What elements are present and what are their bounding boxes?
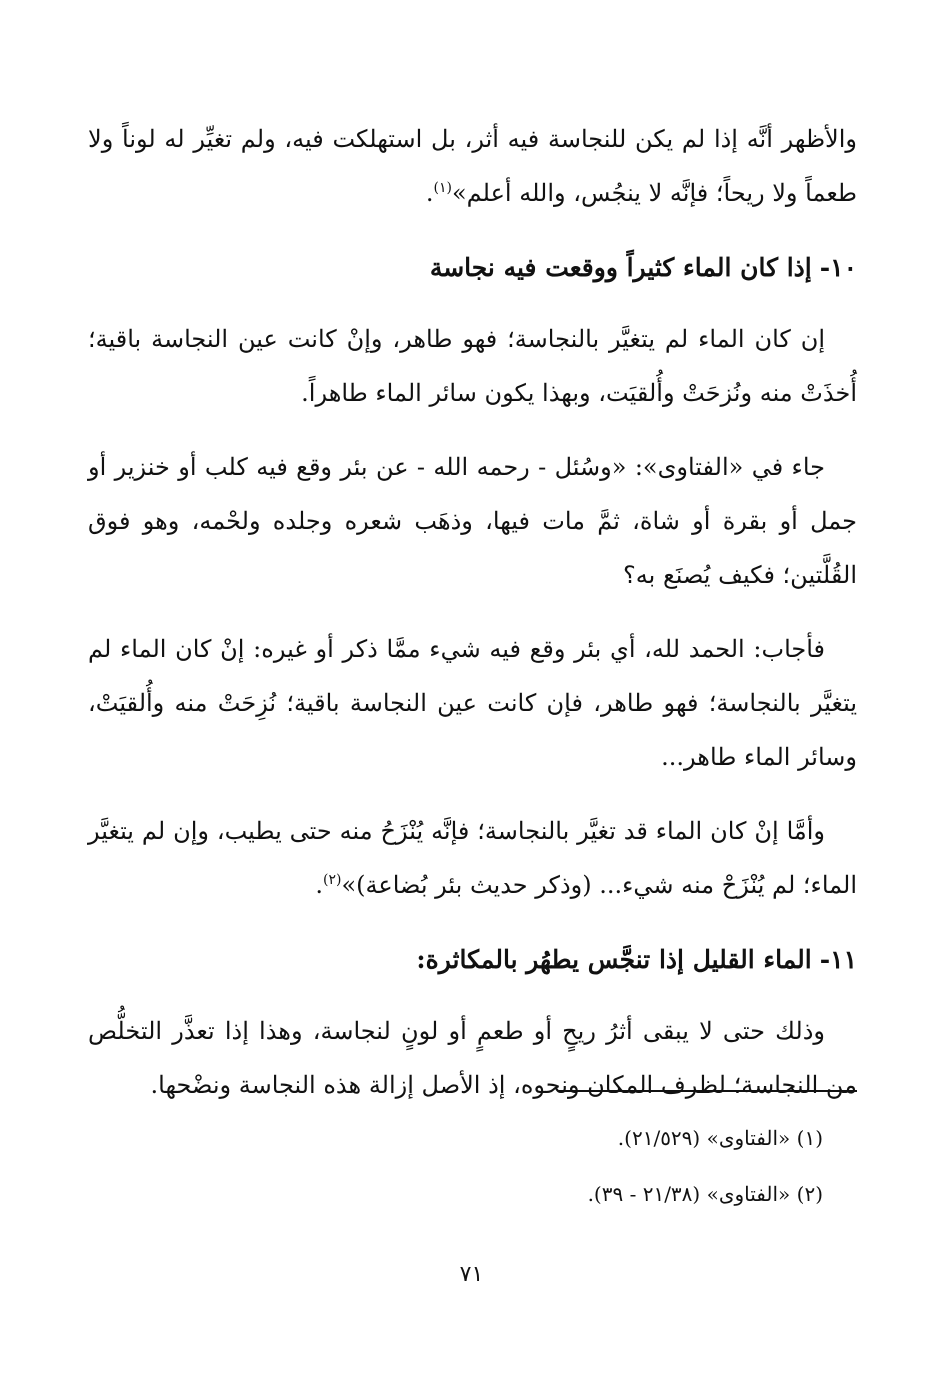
paragraph-11-1: وذلك حتى لا يبقى أثرُ ريحٍ أو طعمٍ أو لونٍ لنجاسة، وهذا إذا تعذَّر التخلُّص من النجاسة؛ لظرف المكان ونحوه، إذ الأصل إزالة هذه النجاسة ونضْحها.: [88, 1017, 857, 1099]
paragraph-10-4-tail: .: [315, 871, 324, 899]
section-number-10: ١٠-: [819, 253, 857, 282]
paragraph-intro: [88, 112, 857, 220]
section-heading-11: [88, 932, 857, 988]
paragraph-10-3: فأجاب: الحمد لله، أي بئر وقع فيه شيء ممَّا ذكر أو غيره: إنْ كان الماء لم يتغيَّر بالنجاسة؛ فهو طاهر، فإن كانت عين النجاسة باقية؛ نُزِحَتْ منه وأُلقيَتْ، وسائر الماء طاهر...: [88, 635, 857, 771]
footnote-divider: [559, 1090, 857, 1092]
footnote-ref-2[interactable]: (٢): [323, 872, 342, 888]
footnote-1: (١) «الفتاوى» (٢١/٥٢٩).: [617, 1126, 823, 1150]
section-heading-10: [88, 240, 857, 296]
section-title-11: الماء القليل إذا تنجَّس يطهُر بالمكاثرة:: [416, 945, 812, 974]
footnote-2: (٢) «الفتاوى» (٢١/٣٨ - ٣٩).: [587, 1182, 823, 1206]
footnotes: [223, 1110, 823, 1222]
paragraph-intro-text: والأظهر أنَّه إذا لم يكن للنجاسة فيه أثر، بل استهلكت فيه، ولم تغيِّر له لوناً ولا طعماً ولا ريحاً؛ فإنَّه لا ينجُس، والله أعلم»: [88, 125, 857, 207]
section-title-10: إذا كان الماء كثيراً ووقعت فيه نجاسة: [429, 253, 812, 282]
footnote-ref-1[interactable]: (١): [433, 180, 452, 196]
paragraph-10-4: [88, 804, 857, 912]
section-number-11: ١١-: [819, 945, 857, 974]
paragraph-intro-tail: .: [425, 179, 434, 207]
paragraph-10-4-text: وأمَّا إنْ كان الماء قد تغيَّر بالنجاسة؛ فإنَّه يُنْزَحُ منه حتى يطيب، وإن لم يتغيَّر الماء؛ لم يُنْزَحْ منه شيء... (وذكر حديث بئر بُضاعة)»: [88, 817, 857, 899]
page-number: ٧١: [459, 1262, 484, 1287]
paragraph-10-1: إن كان الماء لم يتغيَّر بالنجاسة؛ فهو طاهر، وإنْ كانت عين النجاسة باقية؛ أُخذَتْ منه ونُزحَتْ وأُلقيَت، وبهذا يكون سائر الماء طاهراً.: [88, 325, 857, 407]
page-body: [88, 112, 857, 1132]
paragraph-10-2: جاء في «الفتاوى»: «وسُئل - رحمه الله - عن بئر وقع فيه كلب أو خنزير أو جمل أو بقرة أو شاة، ثمَّ مات فيها، وذهَب شعره وجلده ولحْمه، وهو فوق القُلَّتين؛ فكيف يُصنَع به؟: [88, 453, 857, 589]
